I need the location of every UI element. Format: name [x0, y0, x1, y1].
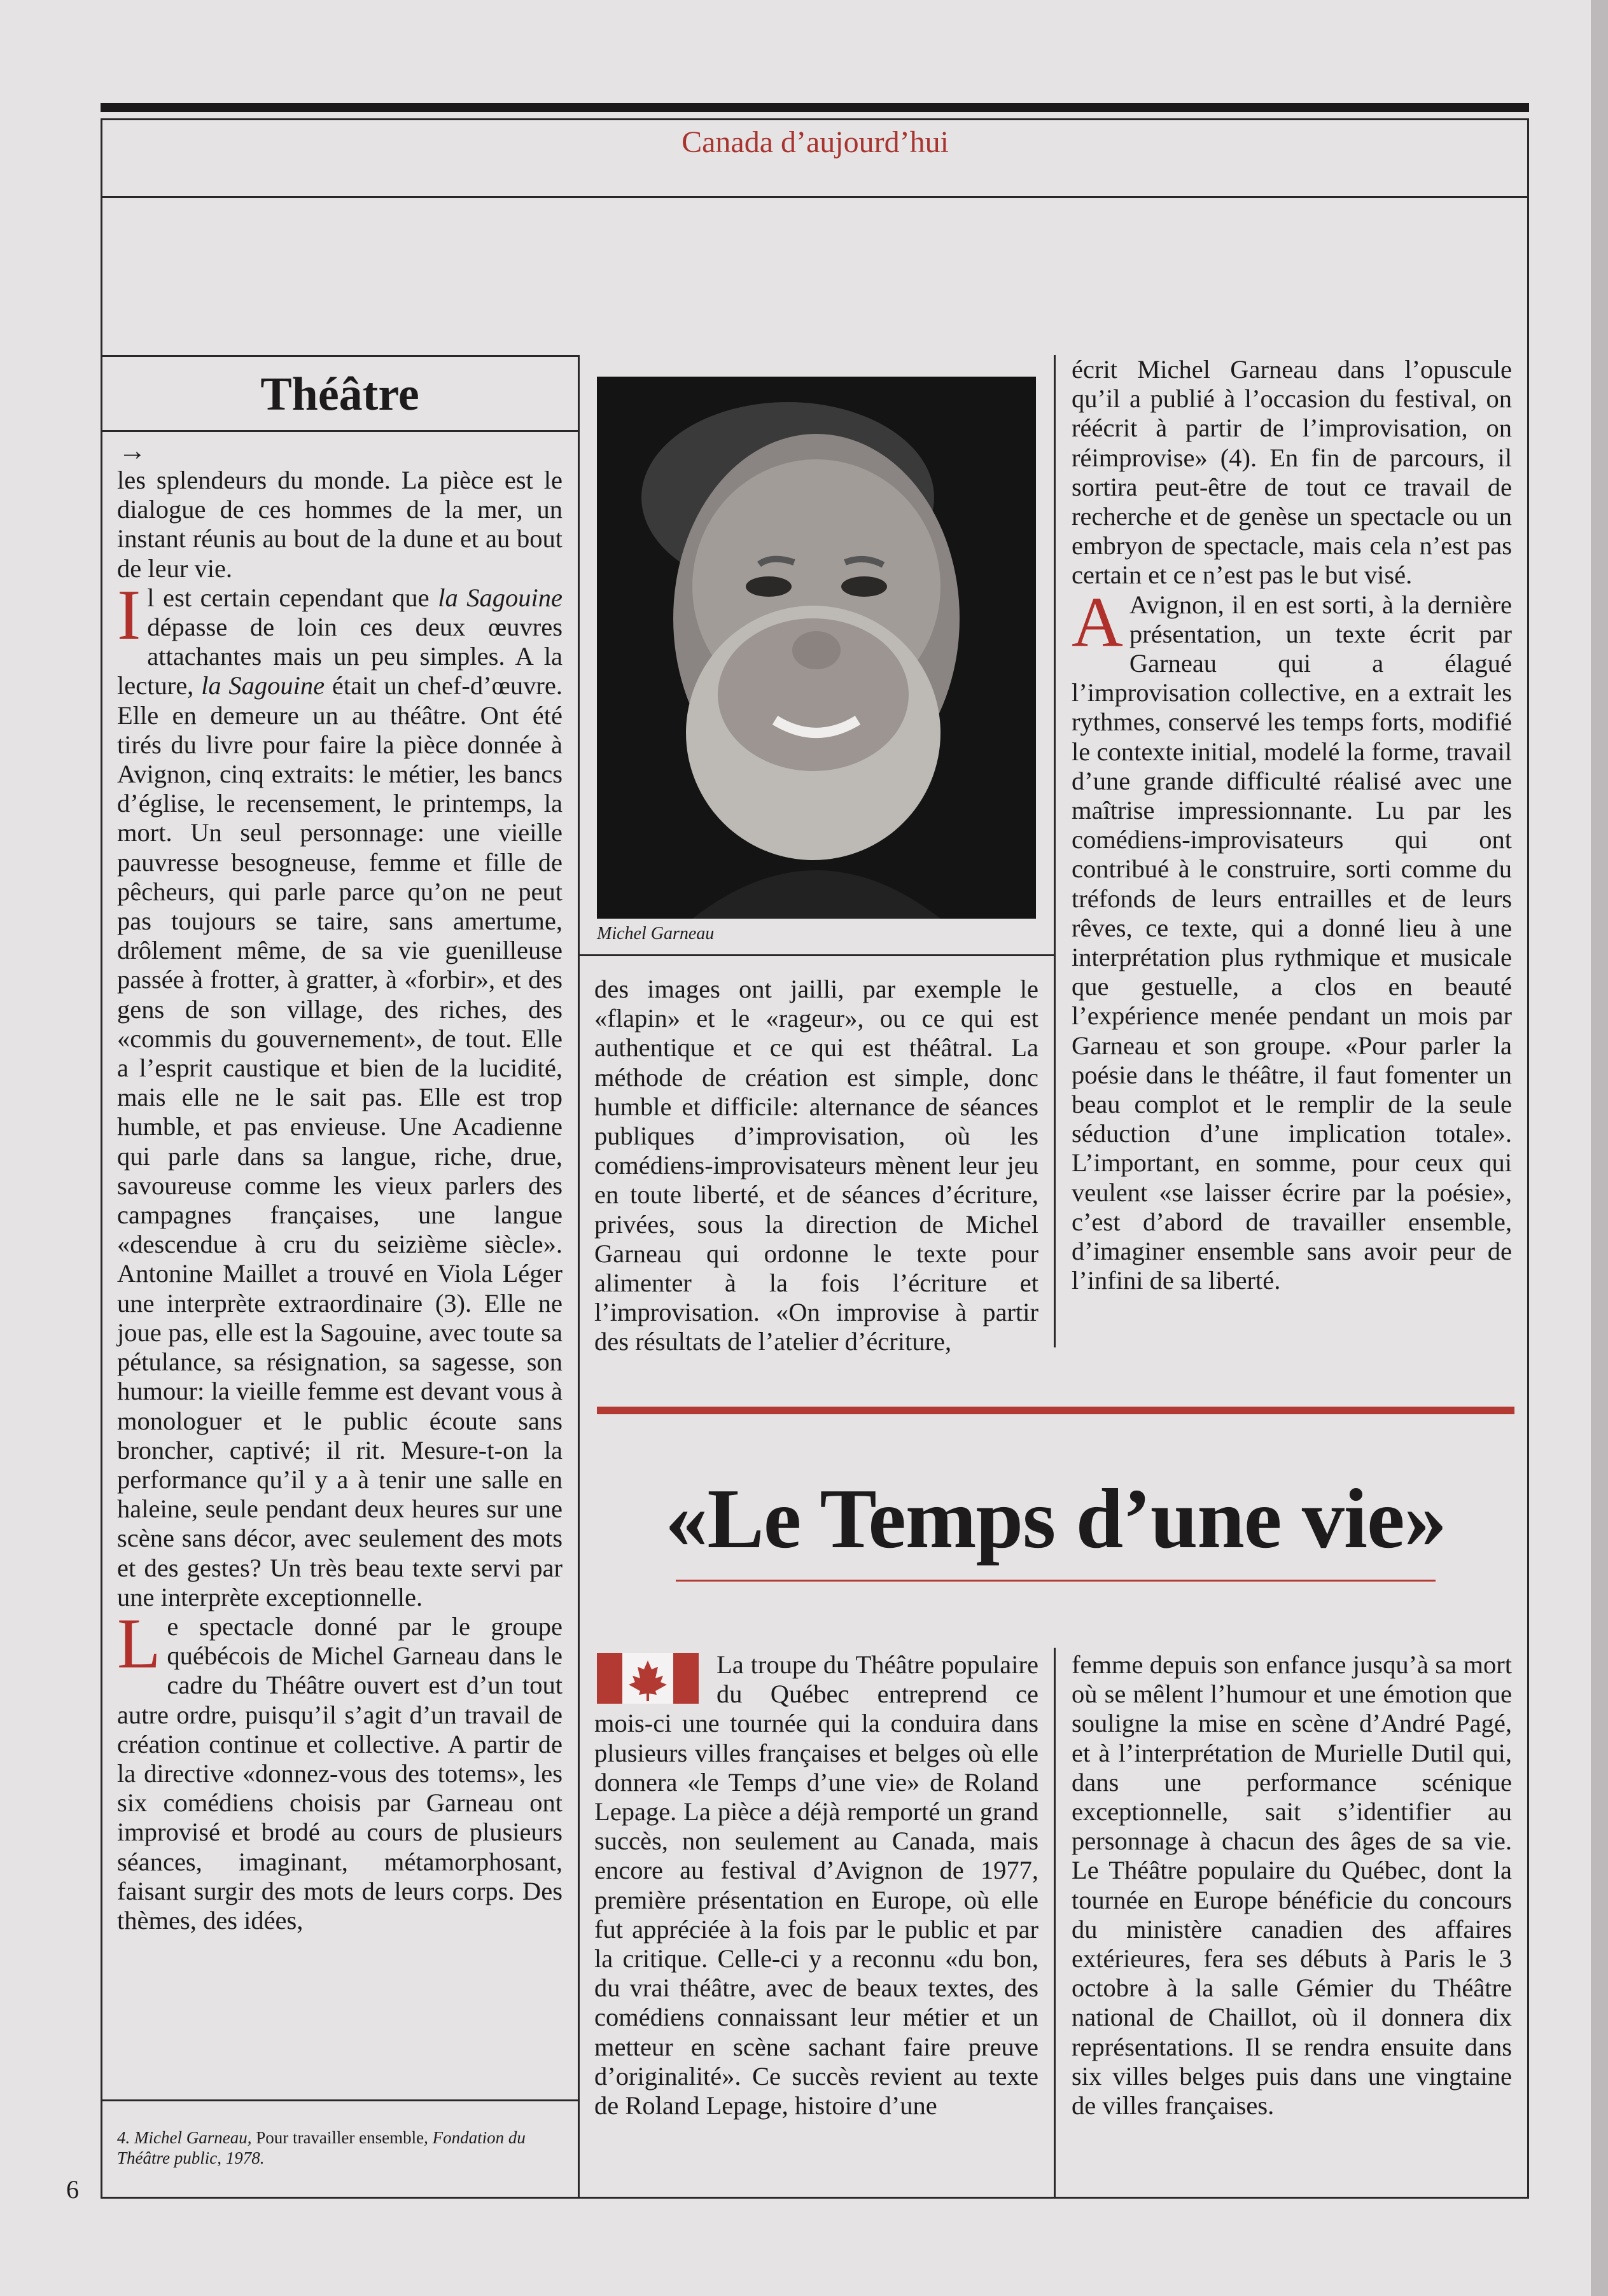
footnote-rule	[101, 2099, 579, 2101]
article-column-1	[117, 466, 563, 1935]
upper-content-rule	[101, 355, 579, 357]
column-divider-2	[1054, 355, 1056, 1347]
portrait-image	[597, 377, 1036, 919]
page-number: 6	[66, 2175, 79, 2204]
header-rule	[101, 196, 1529, 198]
footnote: 4. Michel Garneau, Pour travailler ensemble, Fondation du Théâtre public, 1978.	[117, 2128, 526, 2167]
paragraph: les splendeurs du monde. La pièce est le dialogue de ces hommes de la mer, un instant réunis au bout de la dune et au bout de leur vie.	[117, 466, 563, 583]
continued-arrow-icon: →	[118, 435, 146, 466]
column-divider-1	[578, 355, 580, 2199]
photo-caption-rule	[578, 954, 1055, 956]
article-headline: «Le Temps d’une vie»	[665, 1472, 1446, 1566]
top-rule	[101, 103, 1529, 112]
article2-column-3	[1072, 1650, 1512, 2120]
frame-bottom	[101, 2197, 1529, 2199]
title-rule	[101, 430, 579, 432]
paragraph: Le spectacle donné par le groupe québécois de Michel Garneau dans le cadre du Théâtre ouvert est d’un tout autre ordre, puisqu’il s’agit d’un travail de création continue et collective. A partir de la directive «donnez-vous des totems», les six comédiens choisis par Garneau ont improvisé et brodé au cours de plusieurs séances, imaginant, métamorphosant, faisant surgir des mots de leurs corps. Des thèmes, des idées,	[117, 1604, 563, 1935]
page-edge-shadow	[1591, 0, 1608, 2296]
paragraph: écrit Michel Garneau dans l’opuscule qu’il a publié à l’occasion du festival, on réécrit à partir de l’improvisation, on réimprovise» (4). En fin de parcours, il sortira peut-être de tout ce travail de recherche et de genèse un spectacle ou un embryon de spectacle, mais cela n’est pas certain et ce n’est pas le but visé.	[1072, 355, 1512, 590]
paragraph: La troupe du Théâtre populaire du Québec entreprend ce mois-ci une tournée qui la conduira dans plusieurs villes françaises et belges où elle donnera «le Temps d’une vie» de Roland Lepage. La pièce a déjà remporté un grand succès, non seulement au Canada, mais encore au festival d’Avignon de 1977, première présentation en Europe, où elle fut appréciée à la fois par le public et par la critique. Celle-ci y a reconnu «du bon, du vrai théâtre, avec de beaux textes, des comédiens connaissant leur métier et un metteur en scène sachant faire preuve d’originalité». Ce succès revient au texte de Roland Lepage, histoire d’une	[594, 1650, 1038, 2120]
frame-right	[1527, 118, 1529, 2199]
running-title: Canada d’aujourd’hui	[682, 125, 949, 159]
article-column-2	[594, 975, 1038, 1357]
paragraph: des images ont jailli, par exemple le «flapin» et le «rageur», ou ce qui est authentique et ce qui est théâtral. La méthode de création est simple, donc humble et difficile: alternance de séances publiques d’improvisation, où les comédiens-improvisateurs mènent leur jeu en toute liberté, et de séances d’écriture, privées, sous la direction de Michel Garneau qui ordonne le texte pour alimenter à la fois l’écriture et l’improvisation. «On improvise à partir des résultats de l’atelier d’écriture,	[594, 975, 1038, 1356]
article-divider-bar	[597, 1407, 1514, 1414]
drop-cap: L	[117, 1604, 161, 1683]
drop-cap: A	[1072, 582, 1123, 662]
drop-cap: I	[117, 575, 141, 655]
photo-caption: Michel Garneau	[597, 924, 715, 943]
headline-underline	[676, 1580, 1436, 1582]
frame-top	[101, 118, 1529, 120]
article2-column-2	[594, 1650, 1038, 2120]
article-column-3	[1072, 355, 1512, 1296]
paragraph: A Avignon, il en est sorti, à la dernière présentation, un texte écrit par Garneau qui a élagué l’improvisation collective, en a extrait les rythmes, conservé les temps forts, modifié le contexte initial, modelé la forme, travail d’une grande difficulté réalisé avec une maîtrise impressionnante. Lu par les comédiens-improvisateurs qui ont contribué à le construire, sorti comme du tréfonds de leurs entrailles et de leurs rêves, ce texte, qui a donné lieu à une interprétation plus rythmique et musicale que gestuelle, a clos en beauté l’expérience menée pendant un mois par Garneau et son groupe. «Pour parler la poésie dans le théâtre, il faut fomenter un beau complot et le remplir de la seule séduction d’une implication totale». L’important, en somme, pour ceux qui veulent «se laisser écrire par la poésie», c’est d’abord de travailler ensemble, d’imaginer ensemble sans avoir peur de l’infini de sa liberté.	[1072, 582, 1512, 1295]
section-title: Théâtre	[260, 368, 419, 421]
paragraph: femme depuis son enfance jusqu’à sa mort où se mêlent l’humour et une émotion que souligne la mise en scène d’André Pagé, et à l’interprétation de Murielle Dutil qui, dans une performance scénique exceptionnelle, sait s’identifier au personnage à chacun des âges de sa vie. Le Théâtre populaire du Québec, dont la tournée en Europe bénéficie du concours du ministère canadien des affaires extérieures, fera ses débuts à Paris le 3 octobre à la salle Gémier du Théâtre national de Chaillot, où il donnera dix représentations. Il se rendra ensuite dans six villes belges puis dans une vingtaine de villes françaises.	[1072, 1650, 1512, 2120]
portrait-photo	[597, 377, 1036, 919]
paragraph: Il est certain cependant que la Sagouine dépasse de loin ces deux œuvres attachantes mais un peu simples. A la lecture, la Sagouine était un chef-d’œuvre. Elle en demeure un au théâtre. Ont été tirés du livre pour faire la pièce donnée à Avignon, cinq extraits: le métier, les bancs d’église, le recensement, le printemps, la mort. Un seul personnage: une vieille pauvresse besogneuse, femme et fille de pêcheurs, qui parle parce qu’on ne peut pas toujours se taire, sans amertume, drôlement même, de sa vie guenilleuse passée à frotter, à gratter, à «forbir», et des gens de son village, des riches, des «commis du gouvernement», de tout. Elle a l’esprit caustique et bien de la lucidité, mais elle ne le sait pas. Elle est trop humble, et pas envieuse. Une Acadienne qui parle dans sa langue, riche, drue, savoureuse comme les vieux parlers des campagnes françaises, une langue «descendue à cru du seizième siècle». Antonine Maillet a trouvé en Viola Léger une interprète extraordinaire (3). Elle ne joue pas, elle est la Sagouine, avec toute sa pétulance, sa résignation, sa sagesse, son humour: la vieille femme est devant vous à monologuer et le public écoute sans broncher, captivé; il rit. Mesure-t-on la performance qu’il y a à tenir une salle en haleine, seule pendant deux heures sur une scène sans décor, avec seulement des mots et des gestes? Un très beau texte servi par une interprète exceptionnelle.	[117, 575, 563, 1611]
column-divider-2-lower	[1054, 1648, 1056, 2199]
